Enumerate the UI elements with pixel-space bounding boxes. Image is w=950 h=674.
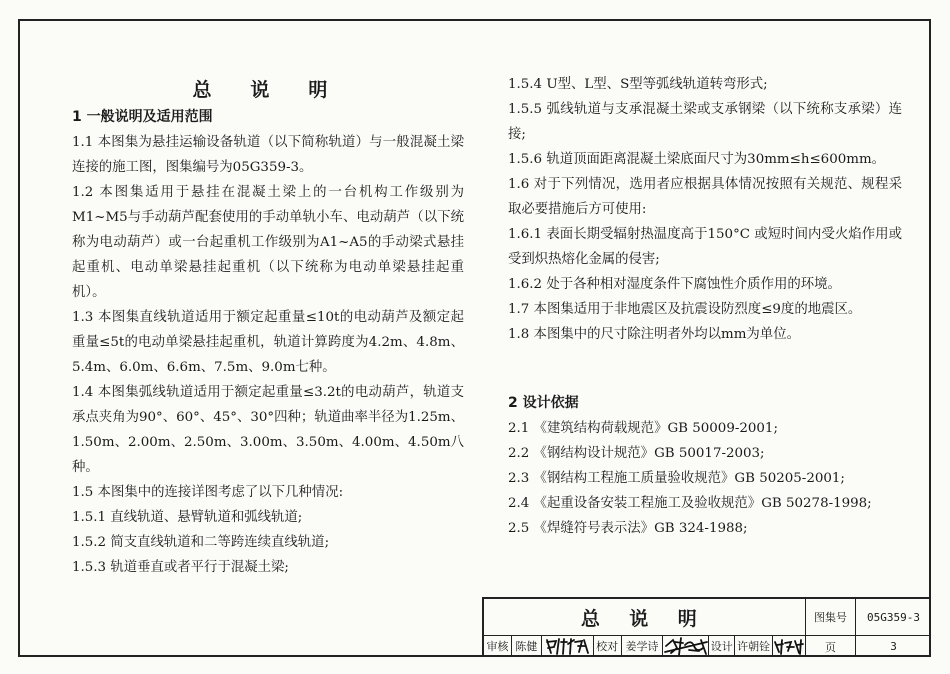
clause-paragraph: 2.3 《钢结构工程施工质量验收规范》GB 50205-2001; (508, 470, 845, 486)
clause-paragraph: 1.5.3 轨道垂直或者平行于混凝土梁; (72, 560, 289, 575)
section-heading: 2 设计依据 (508, 394, 579, 411)
clause-paragraph: 2.1 《建筑结构荷载规范》GB 50009-2001; (508, 420, 778, 436)
clause-paragraph: 1.3 本图集直线轨道适用于额定起重量≤10t的电动葫芦及额定起重量≤5t的电动单梁悬挂起重机，轨道计算跨度为4.2m、4.8m、5.4m、6.0m、6.6m、7.5m、9.0m七种。 (72, 310, 464, 375)
design-label: 设计 (709, 636, 735, 657)
page-title: 总 说 明 (192, 79, 344, 101)
clause-paragraph: 1.5.2 简支直线轨道和二等跨连续直线轨道; (72, 535, 330, 550)
signature-row (484, 636, 806, 657)
section-heading: 1 一般说明及适用范围 (72, 109, 213, 125)
design-signature (773, 636, 805, 657)
clause-paragraph: 1.8 本图集中的尺寸除注明者外均以mm为单位。 (508, 327, 800, 342)
left-column-body (72, 104, 464, 580)
clause-paragraph: 1.5.5 弧线轨道与支承混凝土梁或支承钢梁（以下统称支承梁）连接; (508, 102, 902, 142)
right-column (508, 72, 902, 541)
clause-paragraph: 1.1 本图集为悬挂运输设备轨道（以下简称轨道）与一般混凝土梁连接的施工图，图集编号为05G359-3。 (72, 135, 464, 175)
clause-paragraph: 1.5.4 U型、L型、S型等弧线轨道转弯形式; (508, 77, 768, 92)
title-block (482, 597, 931, 657)
page-number-value: 3 (890, 640, 897, 653)
atlas-number-label: 图集号 (806, 599, 856, 636)
atlas-number-value: 05G359-3 (856, 599, 931, 636)
clause-paragraph: 2.4 《起重设备安装工程施工及验收规范》GB 50278-1998; (508, 495, 872, 511)
clause-paragraph: 1.5.1 直线轨道、悬臂轨道和弧线轨道; (72, 510, 303, 525)
review-signature (542, 636, 594, 657)
clause-paragraph: 1.5.6 轨道顶面距离混凝土梁底面尺寸为30mm≤h≤600mm。 (508, 152, 886, 167)
clause-paragraph: 1.4 本图集弧线轨道适用于额定起重量≤3.2t的电动葫芦，轨道支承点夹角为90°、60°、45°、30°四种；轨道曲率半径为1.25m、1.50m、2.00m、2.50m、3.00m、3.50m、4.00m、4.50m八种。 (72, 385, 464, 475)
clause-paragraph: 1.2 本图集适用于悬挂在混凝土梁上的一台机构工作级别为M1~M5与手动葫芦配套使用的手动单轨小车、电动葫芦（以下统称为电动葫芦）或一台起重机工作级别为A1~A5的手动梁式悬挂起重机、电动单梁悬挂起重机（以下统称为电动单梁悬挂起重机）。 (72, 185, 464, 300)
clause-paragraph: 1.6 对于下列情况，选用者应根据具体情况按照有关规范、规程采取必要措施后方可使用: (508, 177, 902, 217)
clause-paragraph: 1.5 本图集中的连接详图考虑了以下几种情况: (72, 485, 344, 500)
clause-paragraph: 1.7 本图集适用于非地震区及抗震设防烈度≤9度的地震区。 (508, 302, 862, 317)
check-signature (663, 636, 709, 657)
check-label: 校对 (594, 636, 622, 657)
right-column-body (508, 72, 902, 541)
page-label: 页 (806, 636, 856, 657)
review-name: 陈健 (512, 636, 542, 657)
design-name: 许朝铨 (735, 636, 773, 657)
review-label: 审核 (484, 636, 512, 657)
clause-paragraph: 2.5 《焊缝符号表示法》GB 324-1988; (508, 520, 748, 536)
spacer (508, 360, 902, 376)
clause-paragraph: 2.2 《钢结构设计规范》GB 50017-2003; (508, 445, 765, 461)
title-block-title: 总 说 明 (484, 599, 806, 636)
left-column (72, 78, 464, 580)
clause-paragraph: 1.6.1 表面长期受辐射热温度高于150°C 或短时间内受火焰作用或受到炽热熔化金属的侵害; (508, 227, 902, 267)
clause-paragraph: 1.6.2 处于各种相对湿度条件下腐蚀性介质作用的环境。 (508, 277, 841, 292)
check-name: 姜学诗 (622, 636, 664, 657)
